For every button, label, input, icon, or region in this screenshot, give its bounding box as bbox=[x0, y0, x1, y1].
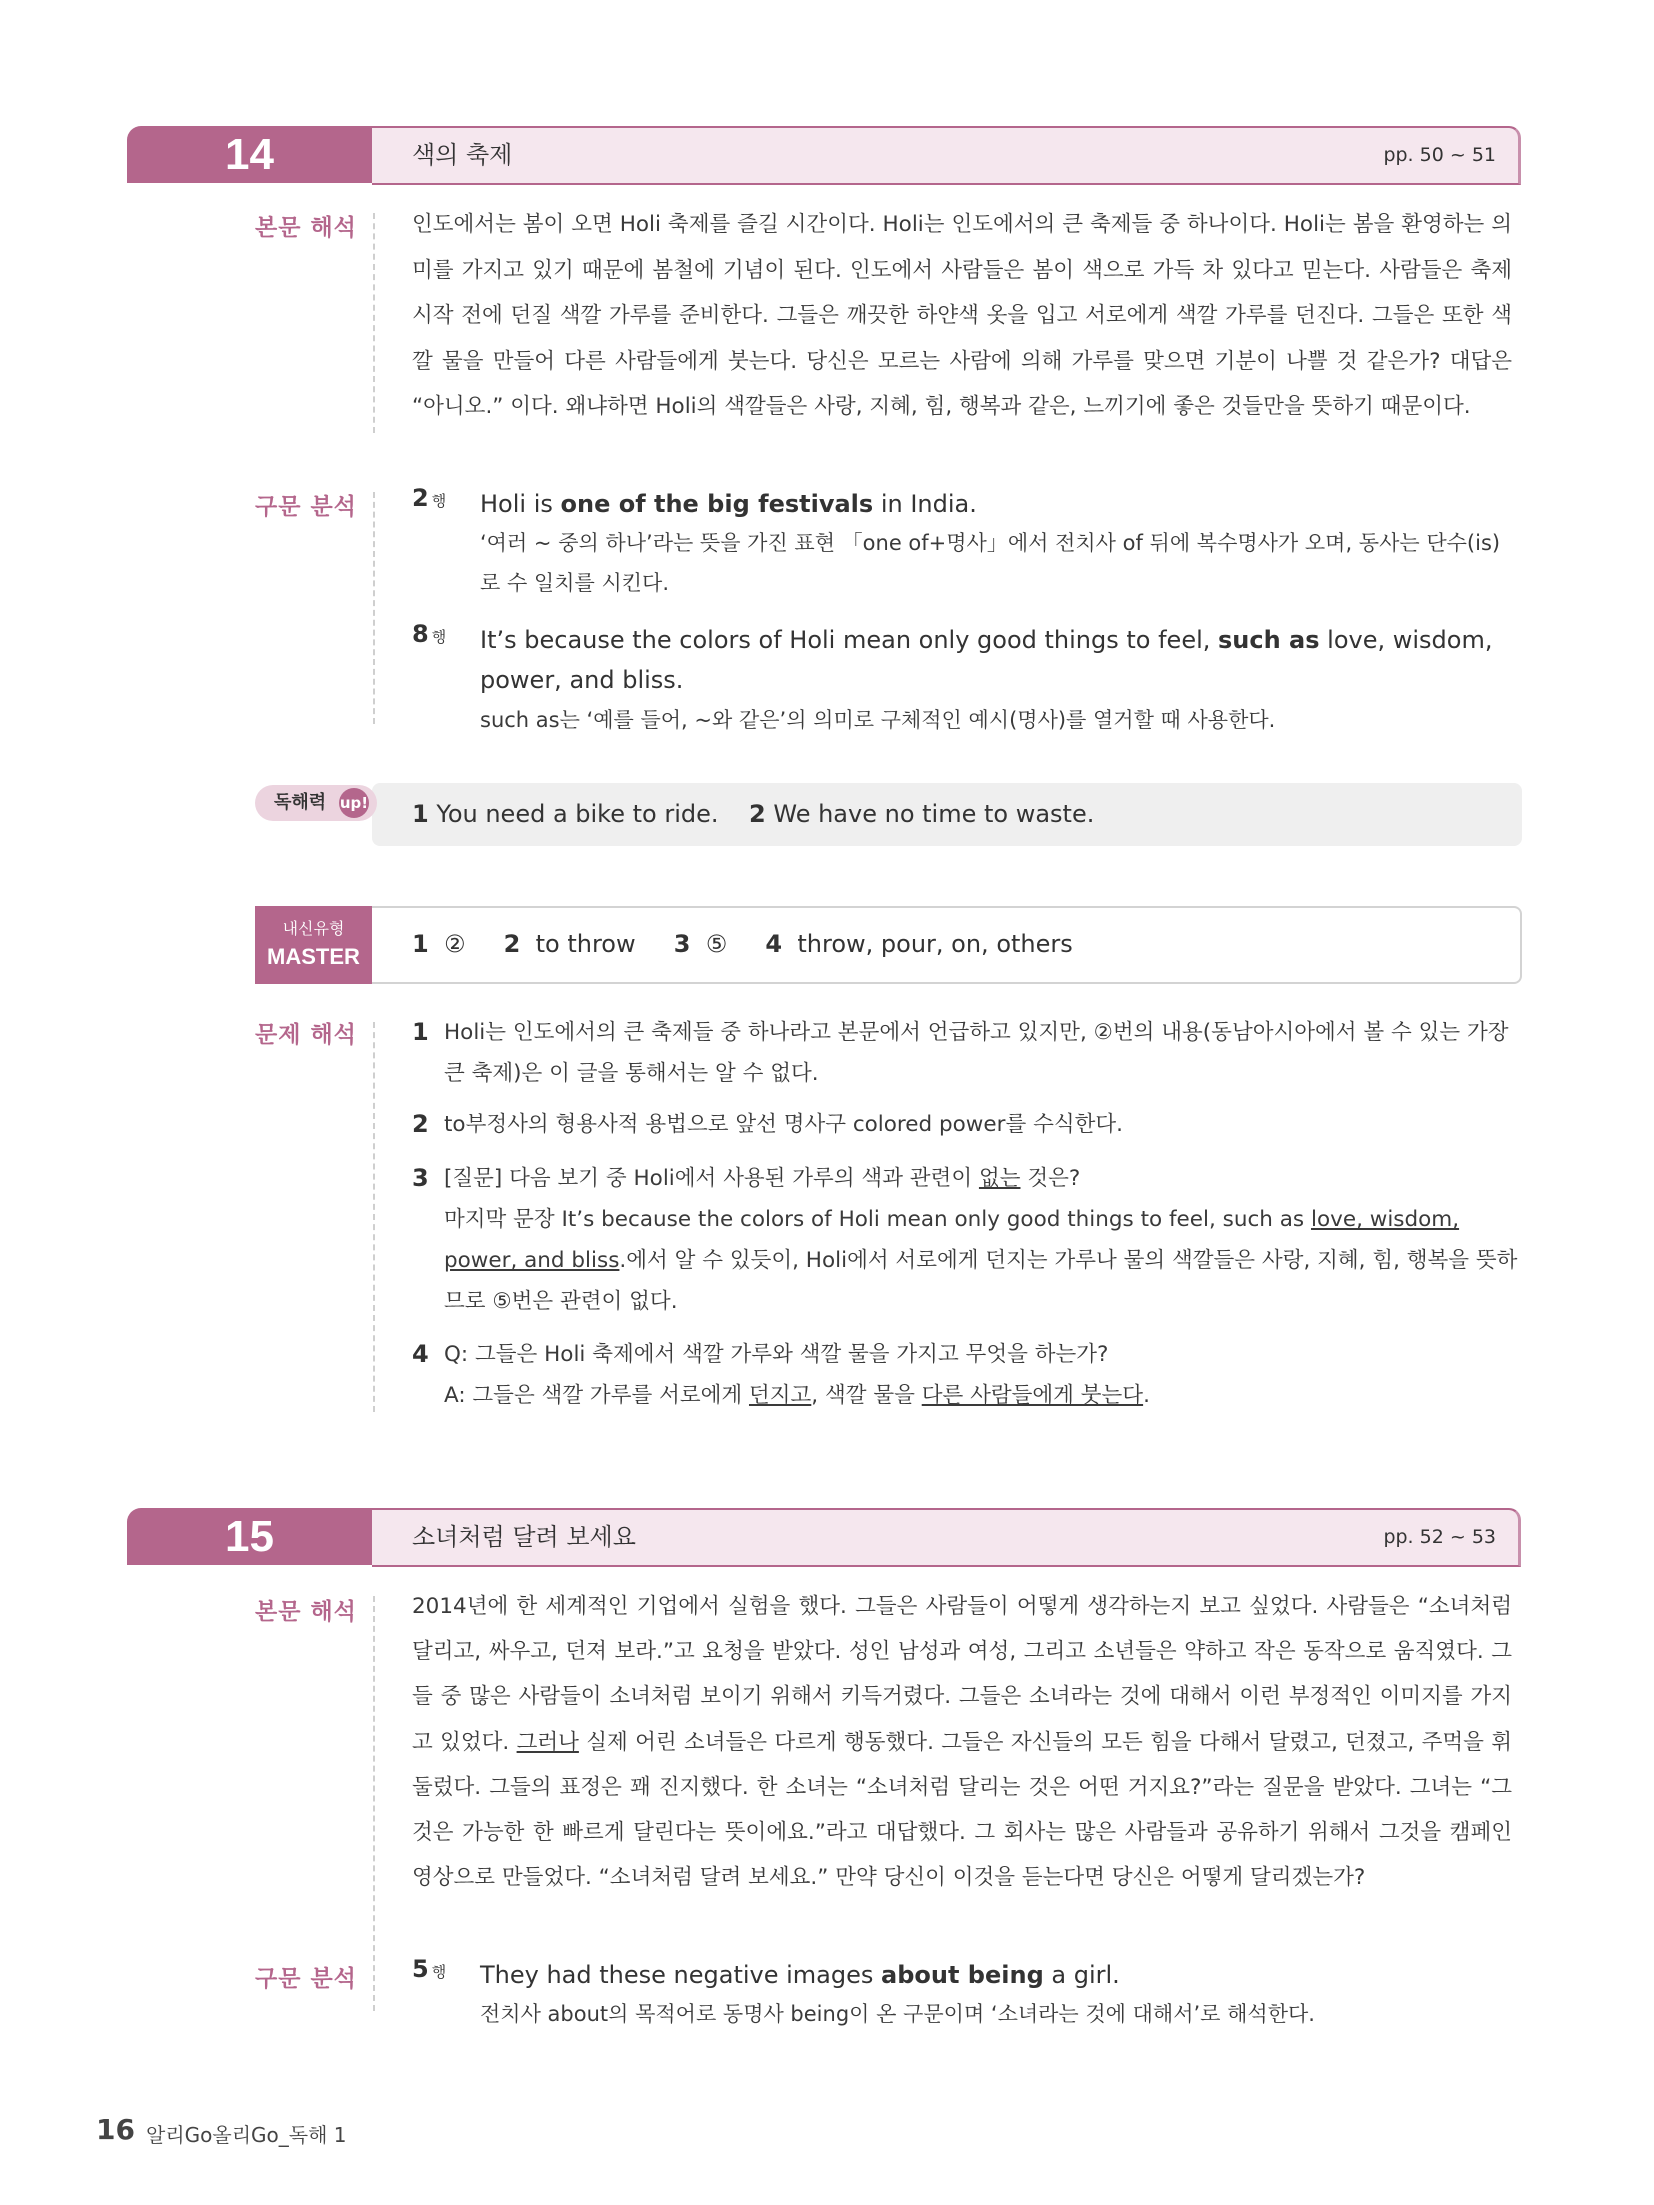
translation-label: 본문 해석 bbox=[255, 215, 357, 241]
unit-number: 15 bbox=[127, 1508, 372, 1565]
unit-pages: pp. 52 ~ 53 bbox=[1383, 1526, 1496, 1548]
section-divider bbox=[373, 492, 375, 724]
english-sentence: It’s because the colors of Holi mean only good things to feel, such as love, wisdom, power, and bliss. bbox=[480, 626, 1493, 694]
translation-paragraph: 2014년에 한 세계적인 기업에서 실험을 했다. 그들은 사람들이 어떻게 생각하는지 보고 싶었다. 사람들은 “소녀처럼 달리고, 싸우고, 던져 보라.”고 요청을 받았다. 성인 남성과 여성, 그리고 소년들은 약하고 작은 동작으로 움직였다. 그들 중 많은 사람들이 소녀처럼 보이기 위해서 키득거렸다. 그들은 소녀라는 것에 대해서 이런 부정적인 이미지를 가지고 있었다. 그러나 실제 어린 소녀들은 다르게 행동했다. 그들은 자신들의 모든 힘을 다해서 달렸고, 던졌고, 주먹을 휘둘렀다. 그들의 표정은 꽤 진지했다. 한 소녀는 “소녀처럼 달리는 것은 어떤 거지요?”라는 질문을 받았다. 그녀는 “그것은 가능한 한 빠르게 달린다는 뜻이에요.”라고 대답했다. 그 회사는 많은 사람들과 공유하기 위해서 그것을 캠페인 영상으로 만들었다. “소녀처럼 달려 보세요.” 만약 당신이 이것을 듣는다면 당신은 어떻게 달리겠는가? bbox=[412, 1594, 1512, 1891]
korean-explanation: such as는 ‘예를 들어, ~와 같은’의 의미로 구체적인 예시(명사)를 열거할 때 사용한다. bbox=[480, 708, 1276, 732]
korean-explanation: 전치사 about의 목적어로 동명사 being이 온 구문이며 ‘소녀라는 것에 대해서’로 해석한다. bbox=[480, 2002, 1315, 2026]
translation-paragraph: 인도에서는 봄이 오면 Holi 축제를 즐길 시간이다. Holi는 인도에서의 큰 축제들 중 하나이다. Holi는 봄을 환영하는 의미를 가지고 있기 때문에 봄철에 기념이 된다. 인도에서 사람들은 봄이 색으로 가득 차 있다고 믿는다. 사람들은 축제 시작 전에 던질 색깔 가루를 준비한다. 그들은 깨끗한 하얀색 옷을 입고 서로에게 색깔 가루를 던진다. 그들은 또한 색깔 물을 만들어 다른 사람들에게 붓는다. 당신은 모르는 사람에 의해 가루를 맞으면 기분이 나쁠 것 같은가? 대답은 “아니오.” 이다. 왜냐하면 Holi의 색깔들은 사랑, 지혜, 힘, 행복과 같은, 느끼기에 좋은 것들만을 뜻하기 때문이다. bbox=[412, 212, 1512, 419]
unit-title-box bbox=[372, 126, 1521, 185]
book-title: 알리Go올리Go_독해 1 bbox=[146, 2123, 347, 2147]
problem-label: 문제 해석 bbox=[255, 1022, 357, 1048]
syntax-label: 구문 분석 bbox=[255, 494, 357, 520]
unit-title: 색의 축제 bbox=[412, 141, 513, 169]
master-answers: 1 ② 2 to throw 3 ⑤ 4 throw, pour, on, others bbox=[412, 930, 1073, 958]
section-divider bbox=[373, 1022, 375, 1412]
unit-number: 14 bbox=[127, 126, 372, 183]
master-badge: 내신유형 MASTER bbox=[255, 906, 372, 984]
unit-title-box bbox=[372, 1508, 1521, 1567]
line-number: 5 행 bbox=[412, 1955, 447, 1983]
translation-label: 본문 해석 bbox=[255, 1599, 357, 1625]
line-number: 8 행 bbox=[412, 620, 447, 648]
korean-explanation: ‘여러 ~ 중의 하나’라는 뜻을 가진 표현 「one of+명사」에서 전치사 of 뒤에 복수명사가 오며, 동사는 단수(is)로 수 일치를 시킨다. bbox=[480, 531, 1501, 595]
english-sentence: They had these negative images about being a girl. bbox=[480, 1961, 1120, 1989]
reading-up-badge: 독해력 up! bbox=[255, 785, 377, 821]
page-number: 16 bbox=[96, 2113, 135, 2146]
section-divider bbox=[373, 1596, 375, 2011]
unit-pages: pp. 50 ~ 51 bbox=[1383, 144, 1496, 166]
unit-14-header bbox=[127, 126, 1521, 183]
unit-15-header bbox=[127, 1508, 1521, 1565]
line-number: 2 행 bbox=[412, 484, 447, 512]
syntax-label: 구문 분석 bbox=[255, 1966, 357, 1992]
up-icon: up! bbox=[339, 788, 369, 818]
english-sentence: Holi is one of the big festivals in India. bbox=[480, 490, 977, 518]
unit-title: 소녀처럼 달려 보세요 bbox=[412, 1523, 636, 1551]
section-divider bbox=[373, 213, 375, 433]
reading-up-answers: 1 You need a bike to ride. 2 We have no time to waste. bbox=[412, 800, 1095, 828]
